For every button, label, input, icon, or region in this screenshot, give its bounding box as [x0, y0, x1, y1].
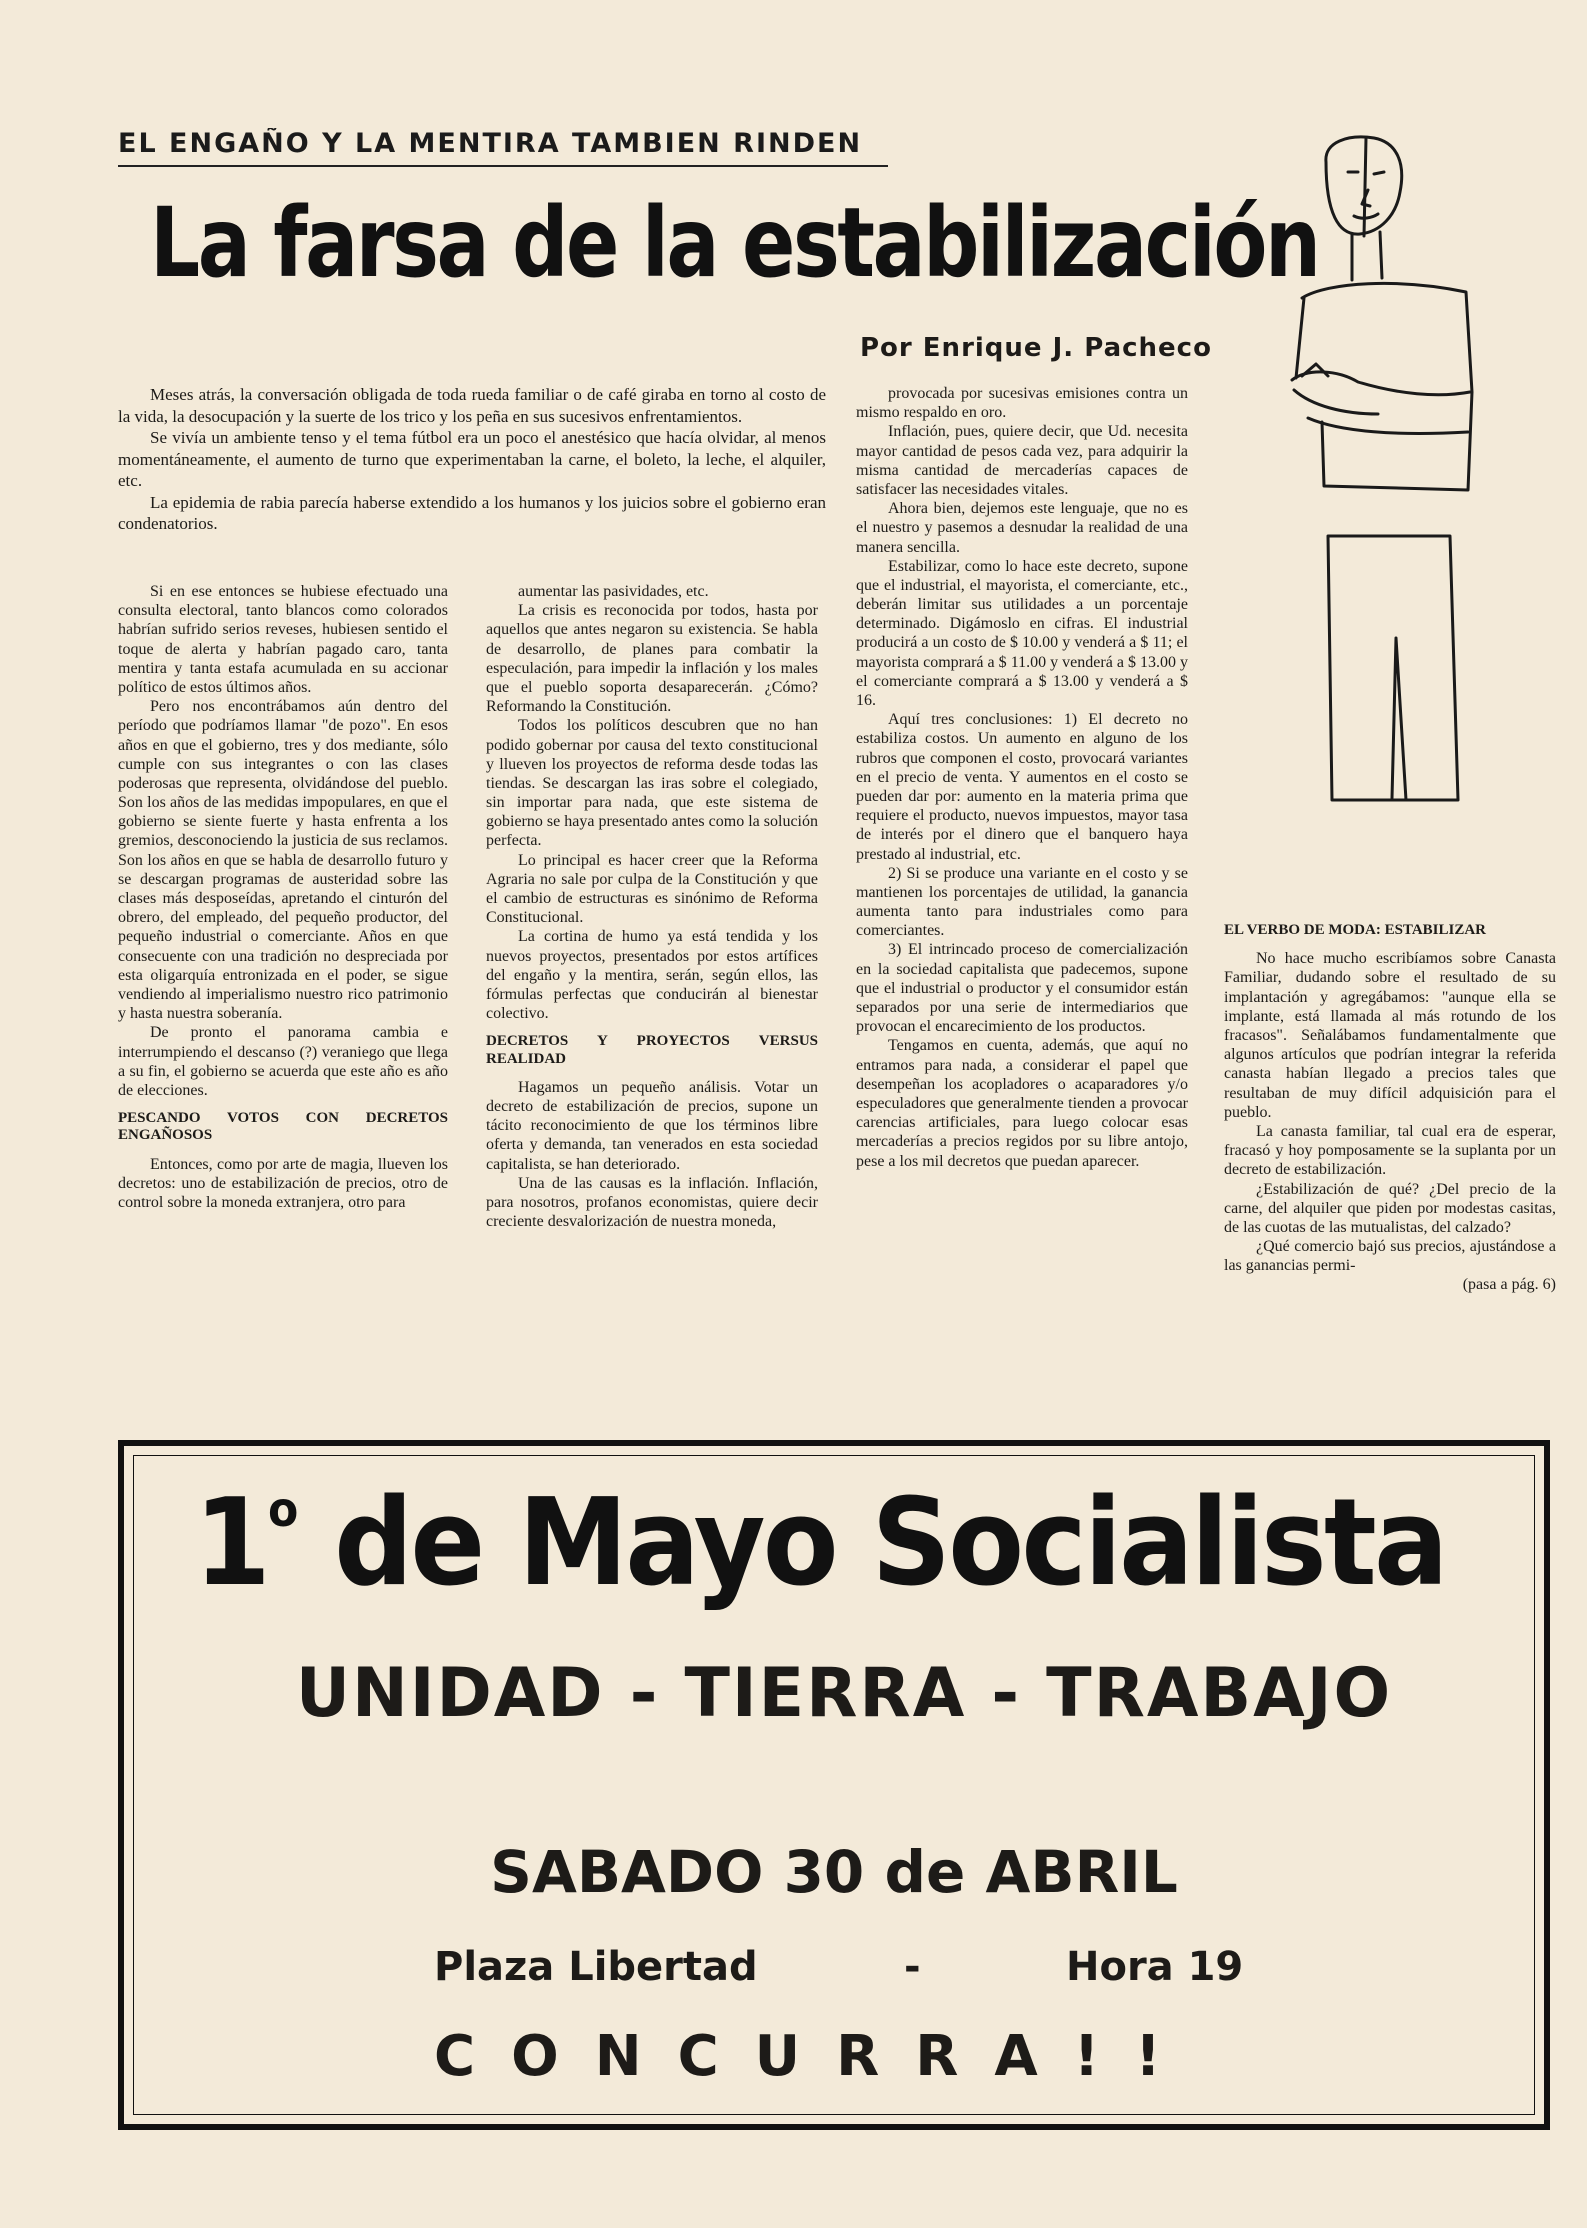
body-paragraph: La cortina de humo ya está tendida y los nuevos proyectos, presentados por estos artífices del engaño y la mentira, serán, según ellos, las fórmulas perfectas que conducirán al bienestar colectivo.: [486, 928, 818, 1023]
body-paragraph: Lo principal es hacer creer que la Reforma Agraria no sale por culpa de la Constitución y que el cambio de estructuras es sinónimo de Reforma Constitucional.: [486, 851, 818, 927]
body-paragraph: Pero nos encontrábamos aún dentro del período que podríamos llamar "de pozo". En esos años en que el gobierno, tres y dos mediante, sólo cumple con sus integrantes o con las clases poderosas que representa, olvidándose del pueblo. Son los años de las medidas impopulares, en que el gobierno se siente fuerte y hasta enfrenta a los gremios, desconociendo la justicia de sus reclamos. Son los años en que se habla de desarrollo futuro y se descargan programas de austeridad sobre las clases más desposeídas, apretando el cinturón del obrero, del empleado, del pequeño productor, del pequeño industrial o comerciante. Años en que consecuente con una tradición no despreciada por esta oligarquía entronizada en el poder, se sigue vendiendo al imperialismo nuestro rico patrimonio y hasta nuestra soberanía.: [118, 698, 448, 1023]
ad-title-number: 1: [194, 1474, 269, 1613]
body-paragraph: provocada por sucesivas emisiones contra un mismo respaldo en oro.: [856, 385, 1188, 422]
body-paragraph: Si en ese entonces se hubiese efectuado una consulta electoral, tanto blancos como colorados habrían sufrido serios reveses, hubiesen sentido el toque de alerta y habrían pagado caro, tanta mentira y tanta estafa acumulada en su accionar político de estos últimos años.: [118, 583, 448, 696]
article-title: La farsa de la estabilización: [150, 187, 1319, 299]
ad-slogan: UNIDAD - TIERRA - TRABAJO: [295, 1654, 1393, 1733]
body-paragraph: Estabilizar, como lo hace este decreto, supone que el industrial, el mayorista, el comerciante, etc., deberán limitar sus utilidades a un porcentaje determinado. Digámoslo en cifras. El industrial producirá a un costo de $ 10.00 y venderá a $ 11; el mayorista comprará a $ 11.00 y venderá a $ 13.00 y el comerciante comprará a $ 13.00 y venderá a $ 16.: [856, 557, 1188, 709]
ad-time: Hora 19: [1066, 1944, 1244, 1990]
body-paragraph: La canasta familiar, tal cual era de esperar, fracasó y hoy pomposamente se la suplanta por un decreto de estabilización.: [1224, 1122, 1556, 1179]
body-paragraph: Una de las causas es la inflación. Inflación, para nosotros, profanos economistas, quiere decir creciente desvalorización de nuestra moneda,: [486, 1174, 818, 1231]
ad-place: Plaza Libertad: [434, 1944, 758, 1990]
lead-paragraph: Se vivía un ambiente tenso y el tema fútbol era un poco el anestésico que hacía olvidar, al menos momentáneamente, el aumento de turno que experimentaban la carne, el boleto, la leche, el alquiler, etc.: [118, 428, 826, 491]
body-paragraph: La crisis es reconocida por todos, hasta por aquellos que antes negaron su existencia. Se habla de desarrollo, de planes para combatir la especulación, para impedir la inflación y los males que el pueblo soporta desaparecerán. ¿Cómo? Reformando la Constitución.: [486, 602, 818, 716]
lead-paragraph: La epidemia de rabia parecía haberse extendido a los humanos y los juicios sobre el gobierno eran condenatorios.: [118, 492, 826, 534]
body-paragraph: Inflación, pues, quiere decir, que Ud. necesita mayor cantidad de pesos cada vez, para adquirir la misma cantidad de mercaderías capaces de satisfacer las necesidades vitales.: [856, 423, 1188, 498]
lead-paragraph: Meses atrás, la conversación obligada de toda rueda familiar o de café giraba en torno al costo de la vida, la desocupación y la suerte de los trico y los peña en sus sucesivos enfrentamientos.: [118, 385, 826, 426]
ad-call-to-action: CONCURRA!!: [434, 2024, 1197, 2089]
body-paragraph: ¿Estabilización de qué? ¿Del precio de la carne, del alquiler que piden por modestas casitas, de las cuotas de las mutualistas, del calzado?: [1224, 1180, 1556, 1236]
article-column-4: [1224, 922, 1556, 1295]
continued-on-page-note: (pasa a pág. 6): [1462, 1276, 1556, 1294]
body-paragraph: Ahora bien, dejemos este lenguaje, que no es el nuestro y pasemos a desnudar la realidad de una manera sencilla.: [856, 500, 1188, 556]
article-column-2: [486, 582, 818, 1231]
body-paragraph: No hace mucho escribíamos sobre Canasta Familiar, dudando sobre el resultado de su implantación y agregábamos: "aunque ella se implante, está llamada al más rotundo de los fracasos". Señalábamos fundamentalmente que algunos artículos que podrían integrar la referida canasta habían llegado a precios tales que resultaban de muy difícil adquisición para el pueblo.: [1224, 950, 1556, 1121]
section-subhead: PESCANDO VOTOS CON DECRETOS ENGAÑOSOS: [118, 1110, 448, 1144]
body-paragraph: Aquí tres conclusiones: 1) El decreto no estabiliza costos. Un aumento en alguno de los rubros que componen el costo, provocará variantes en el precio de venta. Y aumentos en el costo se pueden dar por: aumento en la materia prima que requiere el producto, nuevos impuestos, mayor tasa de interés por el dinero que el banquero haya prestado al industrial, etc.: [856, 711, 1188, 863]
ad-title: [194, 1474, 1446, 1613]
body-paragraph: De pronto el panorama cambia e interrumpiendo el descanso (?) veraniego que llega a su fin, el gobierno se acuerda que este año es año de elecciones.: [118, 1024, 448, 1099]
body-paragraph: Hagamos un pequeño análisis. Votar un decreto de estabilización de precios, supone un tácito reconocimiento de que los términos libre oferta y demanda, tan venerados en esta sociedad capitalista, se han deteriorado.: [486, 1078, 818, 1173]
may-day-advertisement: [118, 1440, 1550, 2130]
body-paragraph: 2) Si se produce una variante en el costo y se mantienen los porcentajes de utilidad, la ganancia aumenta tanto para industriales como para comerciantes.: [856, 864, 1188, 940]
article-lead: [118, 384, 826, 535]
section-subhead: DECRETOS Y PROYECTOS VERSUS REALIDAD: [486, 1033, 818, 1067]
ad-separator: -: [904, 1944, 921, 1990]
ad-title-ordinal: o: [268, 1482, 299, 1538]
body-paragraph: aumentar las pasividades, etc.: [518, 583, 709, 600]
article-column-3: [856, 384, 1188, 1171]
body-paragraph: Todos los políticos descubren que no han podido gobernar por causa del texto constitucional y llueven los proyectos de reforma desde todas las tiendas. Se descargan las iras sobre el colegiado, sin importar para nada, que este sistema de gobierno se haya presentado antes como la solución perfecta.: [486, 717, 818, 850]
article-byline: Por Enrique J. Pacheco: [860, 333, 1212, 363]
ad-date: SABADO 30 de ABRIL: [490, 1838, 1178, 1906]
body-paragraph: Entonces, como por arte de magia, llueven los decretos: uno de estabilización de precios, otro de control sobre la moneda extranjera, otro para: [118, 1155, 448, 1211]
body-paragraph: ¿Qué comercio bajó sus precios, ajustándose a las ganancias permi-: [1224, 1238, 1556, 1275]
section-subhead: EL VERBO DE MODA: ESTABILIZAR: [1224, 922, 1487, 938]
body-paragraph: 3) El intrincado proceso de comercialización en la sociedad capitalista que padecemos, supone que el industrial o productor y el consumidor están separados por una serie de intermediarios que provocan el encarecimiento de los productos.: [856, 941, 1188, 1036]
figure-illustration: [1288, 132, 1488, 812]
article-kicker: EL ENGAÑO Y LA MENTIRA TAMBIEN RINDEN: [118, 128, 888, 167]
body-paragraph: Tengamos en cuenta, además, que aquí no entramos para nada, a considerar el papel que desempeñan los acopladores o acaparadores y/o especuladores que generalmente tienden a provocar carencias artificiales, para luego colocar esas mercaderías a precios regidos por su libre antojo, pese a los mil decretos que puedan aparecer.: [856, 1037, 1188, 1170]
article-column-1: [118, 582, 448, 1212]
ad-title-text: de Mayo Socialista: [298, 1474, 1446, 1613]
standing-figure-drawing-icon: [1288, 132, 1488, 812]
